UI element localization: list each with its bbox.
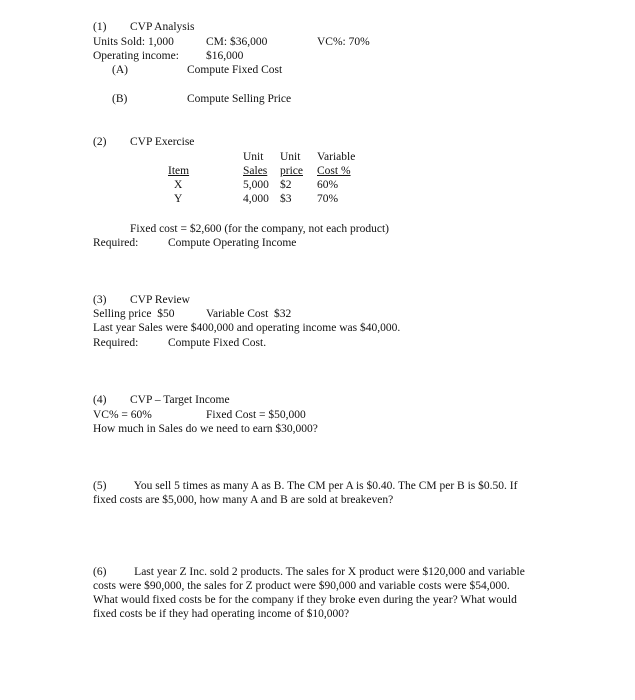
row-y-item: Y — [174, 193, 183, 205]
q6-number: (6) — [93, 566, 107, 578]
row-x-cost: 60% — [317, 179, 339, 191]
q3-title: CVP Review — [130, 294, 190, 306]
q3-variable-cost: Variable Cost $32 — [206, 308, 292, 320]
q5-text: You sell 5 times as many A as B. The CM per A is $0.40. The CM per B is $0.50. If fixed costs are $5,000, how many A and B are sold at breakeven? — [93, 480, 518, 506]
q1-vc-pct: VC%: 70% — [317, 36, 370, 48]
q3-selling-price: Selling price $50 — [93, 308, 175, 320]
q1-title: CVP Analysis — [130, 21, 195, 33]
q3-required-task: Compute Fixed Cost. — [168, 337, 267, 349]
row-x-price: $2 — [280, 179, 292, 191]
q3-last-year-line: Last year Sales were $400,000 and operating income was $40,000. — [93, 322, 401, 334]
q1-cm: CM: $36,000 — [206, 36, 268, 48]
q1-a-label: (A) — [112, 64, 128, 76]
q1-op-income-value: $16,000 — [206, 50, 244, 62]
q1-a-task: Compute Fixed Cost — [187, 64, 283, 76]
row-y-sales: 4,000 — [243, 193, 269, 205]
q2-fixed-cost: Fixed cost = $2,600 (for the company, not each product) — [130, 223, 389, 235]
q3-number: (3) — [93, 294, 107, 306]
row-x-sales: 5,000 — [243, 179, 269, 191]
q6-text: Last year Z Inc. sold 2 products. The sales for X product were $120,000 and variable costs were $90,000, the sales for Z product were $90,000 and variable costs were $54,000. What would fixed costs be for the company if they broke even during the year? What would fixed costs be if they had operating income of $10,000? — [93, 566, 525, 620]
q2-required-label: Required: — [93, 237, 139, 249]
q4-fixed-cost: Fixed Cost = $50,000 — [206, 409, 306, 421]
header-price: price — [280, 165, 303, 177]
header-sales: Sales — [243, 165, 268, 177]
row-y-cost: 70% — [317, 193, 339, 205]
q4-question: How much in Sales do we need to earn $30,000? — [93, 423, 318, 435]
header-unit-price-top: Unit — [280, 151, 301, 163]
q4-title: CVP – Target Income — [130, 394, 230, 406]
header-item: Item — [168, 165, 190, 177]
q6-section — [93, 565, 535, 621]
q1-b-label: (B) — [112, 93, 128, 105]
q1-number: (1) — [93, 21, 107, 33]
q3-required-label: Required: — [93, 337, 139, 349]
row-y-price: $3 — [280, 193, 292, 205]
row-x-item: X — [174, 179, 183, 191]
q1-op-income-label: Operating income: — [93, 50, 179, 62]
q2-required-task: Compute Operating Income — [168, 237, 297, 249]
header-unit-sales-top: Unit — [243, 151, 264, 163]
q4-vc: VC% = 60% — [93, 409, 152, 421]
q1-b-task: Compute Selling Price — [187, 93, 292, 105]
q4-number: (4) — [93, 394, 107, 406]
header-cost-pct: Cost % — [317, 165, 351, 177]
q2-number: (2) — [93, 136, 107, 148]
q5-number: (5) — [93, 480, 107, 492]
q5-section — [93, 479, 535, 507]
q2-title: CVP Exercise — [130, 136, 195, 148]
q1-units-sold: Units Sold: 1,000 — [93, 36, 174, 48]
header-variable-top: Variable — [317, 151, 356, 163]
